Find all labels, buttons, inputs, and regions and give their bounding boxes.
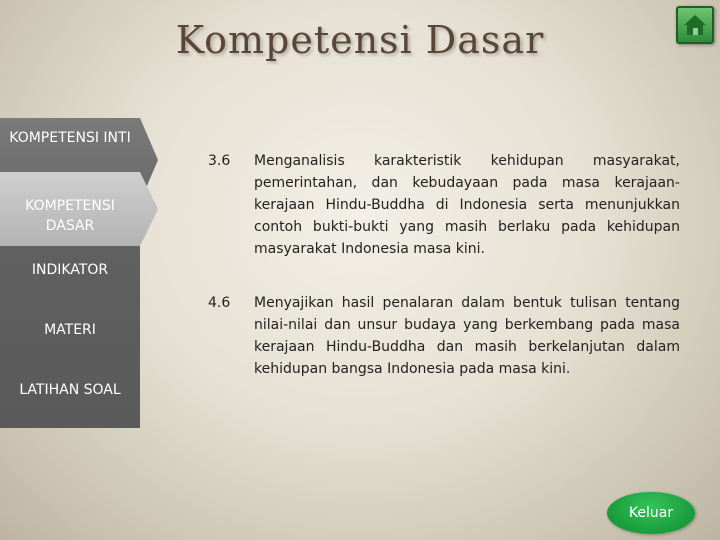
kd-item [208, 292, 680, 380]
kd-text: Menyajikan hasil penalaran dalam bentuk tulisan tentang nilai-nilai dan unsur budaya yang berkembang pada masa kerajaan Hindu-Buddha dan masih berkelanjutan dalam kehidupan bangsa Indonesia pada masa kini. [254, 295, 680, 377]
home-button[interactable] [676, 6, 714, 44]
exit-button[interactable]: Keluar [607, 492, 695, 534]
sidebar-item-kompetensi-inti[interactable]: KOMPETENSI INTI [9, 130, 131, 146]
sidebar-item-kompetensi-dasar[interactable]: KOMPETENSI DASAR [25, 198, 115, 234]
kd-item [208, 150, 680, 260]
kd-text: Menganalisis karakteristik kehidupan masyarakat, pemerintahan, dan kebudayaan pada masa kerajaan-kerajaan Hindu-Buddha di Indonesia serta menunjukkan contoh bukti-bukti yang masih berlaku pada kehidupan masyarakat Indonesia masa kini. [254, 153, 680, 257]
kd-number: 3.6 [208, 153, 231, 169]
page-title: Kompetensi Dasar [175, 18, 545, 62]
sidebar-item-latihan-soal[interactable]: LATIHAN SOAL [19, 382, 121, 398]
sidebar-item-materi[interactable]: MATERI [44, 322, 96, 338]
sidebar-item-indikator[interactable]: INDIKATOR [31, 262, 109, 278]
kd-number: 4.6 [208, 295, 231, 311]
home-icon [682, 12, 708, 38]
